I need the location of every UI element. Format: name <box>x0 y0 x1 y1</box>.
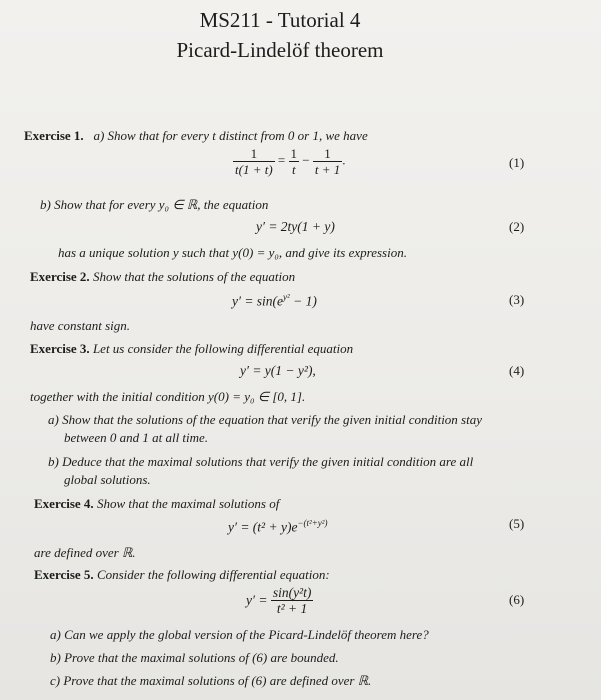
eq3-superscript: y² <box>283 292 290 302</box>
exercise-1b-text: b) Show that for every y₀ ∈ ℝ, the equation <box>40 197 269 212</box>
exercise-5-question-b: b) Prove that the maximal solutions of (6) are bounded. <box>50 650 339 665</box>
eq3-suffix: − 1) <box>289 293 317 309</box>
equation-2: y′ = 2ty(1 + y) <box>256 219 335 234</box>
exercise-2-label: Exercise 2. <box>30 269 90 284</box>
eq6-lhs: y′ = <box>246 592 268 608</box>
equation-3 <box>232 292 317 310</box>
eq1-f3-denominator: t + 1 <box>314 162 341 177</box>
equation-4-number: (4) <box>509 363 525 378</box>
exercise-4-label: Exercise 4. <box>34 496 94 511</box>
eq1-f2-numerator: 1 <box>290 146 297 161</box>
equation-6 <box>246 585 313 616</box>
page-title: MS211 - Tutorial 4 <box>199 8 361 32</box>
eq5-superscript: −(t²+y²) <box>297 518 328 528</box>
eq3-prefix: y′ = sin(e <box>232 293 284 309</box>
equation-1-number: (1) <box>509 155 525 170</box>
exercise-3b-line-2: global solutions. <box>64 472 151 487</box>
eq1-fraction-2 <box>289 146 300 177</box>
exercise-3a-line-1: a) Show that the solutions of the equation that verify the given initial condition stay <box>48 412 483 427</box>
exercise-1 <box>24 128 368 144</box>
eq6-numerator: sin(y²t) <box>272 585 312 600</box>
exercise-3b-line-1: b) Deduce that the maximal solutions that verify the given initial condition are all <box>48 454 474 469</box>
page-subtitle: Picard-Lindelöf theorem <box>176 38 384 62</box>
equation-2-number: (2) <box>509 219 525 234</box>
eq1-period: . <box>342 152 346 168</box>
exercise-1b-text-2: has a unique solution y such that y(0) = y₀, and give its expression. <box>58 245 407 260</box>
exercise-4-text: Show that the maximal solutions of <box>96 496 280 511</box>
exercise-3a-line-2: between 0 and 1 at all time. <box>64 430 209 445</box>
equation-1 <box>233 146 345 177</box>
exercise-5-question-c: c) Prove that the maximal solutions of (6) are defined over ℝ. <box>50 673 372 688</box>
exercise-1a-text: a) Show that for every t distinct from 0 or 1, we have <box>93 128 368 143</box>
equation-5-number: (5) <box>509 516 525 531</box>
exercise-5-label: Exercise 5. <box>34 567 94 582</box>
eq6-denominator: t² + 1 <box>276 601 308 616</box>
eq1-lhs-numerator: 1 <box>233 146 275 162</box>
exercise-4 <box>34 496 279 512</box>
eq5-prefix: y′ = (t² + y)e <box>228 519 298 535</box>
eq1-equals: = <box>277 152 286 168</box>
eq1-fraction-lhs <box>233 146 275 177</box>
exercise-2 <box>30 269 295 285</box>
equation-4: y′ = y(1 − y²), <box>240 363 316 378</box>
exercise-3-label: Exercise 3. <box>30 341 90 356</box>
exercise-3 <box>30 341 353 357</box>
eq1-f3-numerator: 1 <box>313 146 342 162</box>
eq1-lhs-denominator: t(1 + t) <box>235 162 273 177</box>
exercise-5-question-a: a) Can we apply the global version of the Picard-Lindelöf theorem here? <box>50 627 429 642</box>
exercise-3-text: Let us consider the following differential equation <box>92 341 354 356</box>
exercise-2-text-2: have constant sign. <box>30 318 131 333</box>
exercise-2-text: Show that the solutions of the equation <box>92 269 296 284</box>
exercise-4-text-2: are defined over ℝ. <box>34 545 136 560</box>
equation-3-number: (3) <box>509 292 525 307</box>
eq6-fraction <box>271 585 314 616</box>
exercise-1-label: Exercise 1. <box>24 128 84 143</box>
eq1-fraction-3 <box>313 146 342 177</box>
exercise-5-text: Consider the following differential equation: <box>96 567 330 582</box>
eq1-f2-denominator: t <box>291 162 296 177</box>
exercise-5 <box>34 567 330 583</box>
equation-6-number: (6) <box>509 592 525 607</box>
eq1-minus: − <box>302 152 310 168</box>
exercise-3-text-2: together with the initial condition y(0) = y₀ ∈ [0, 1]. <box>30 389 306 404</box>
equation-5 <box>228 518 328 536</box>
